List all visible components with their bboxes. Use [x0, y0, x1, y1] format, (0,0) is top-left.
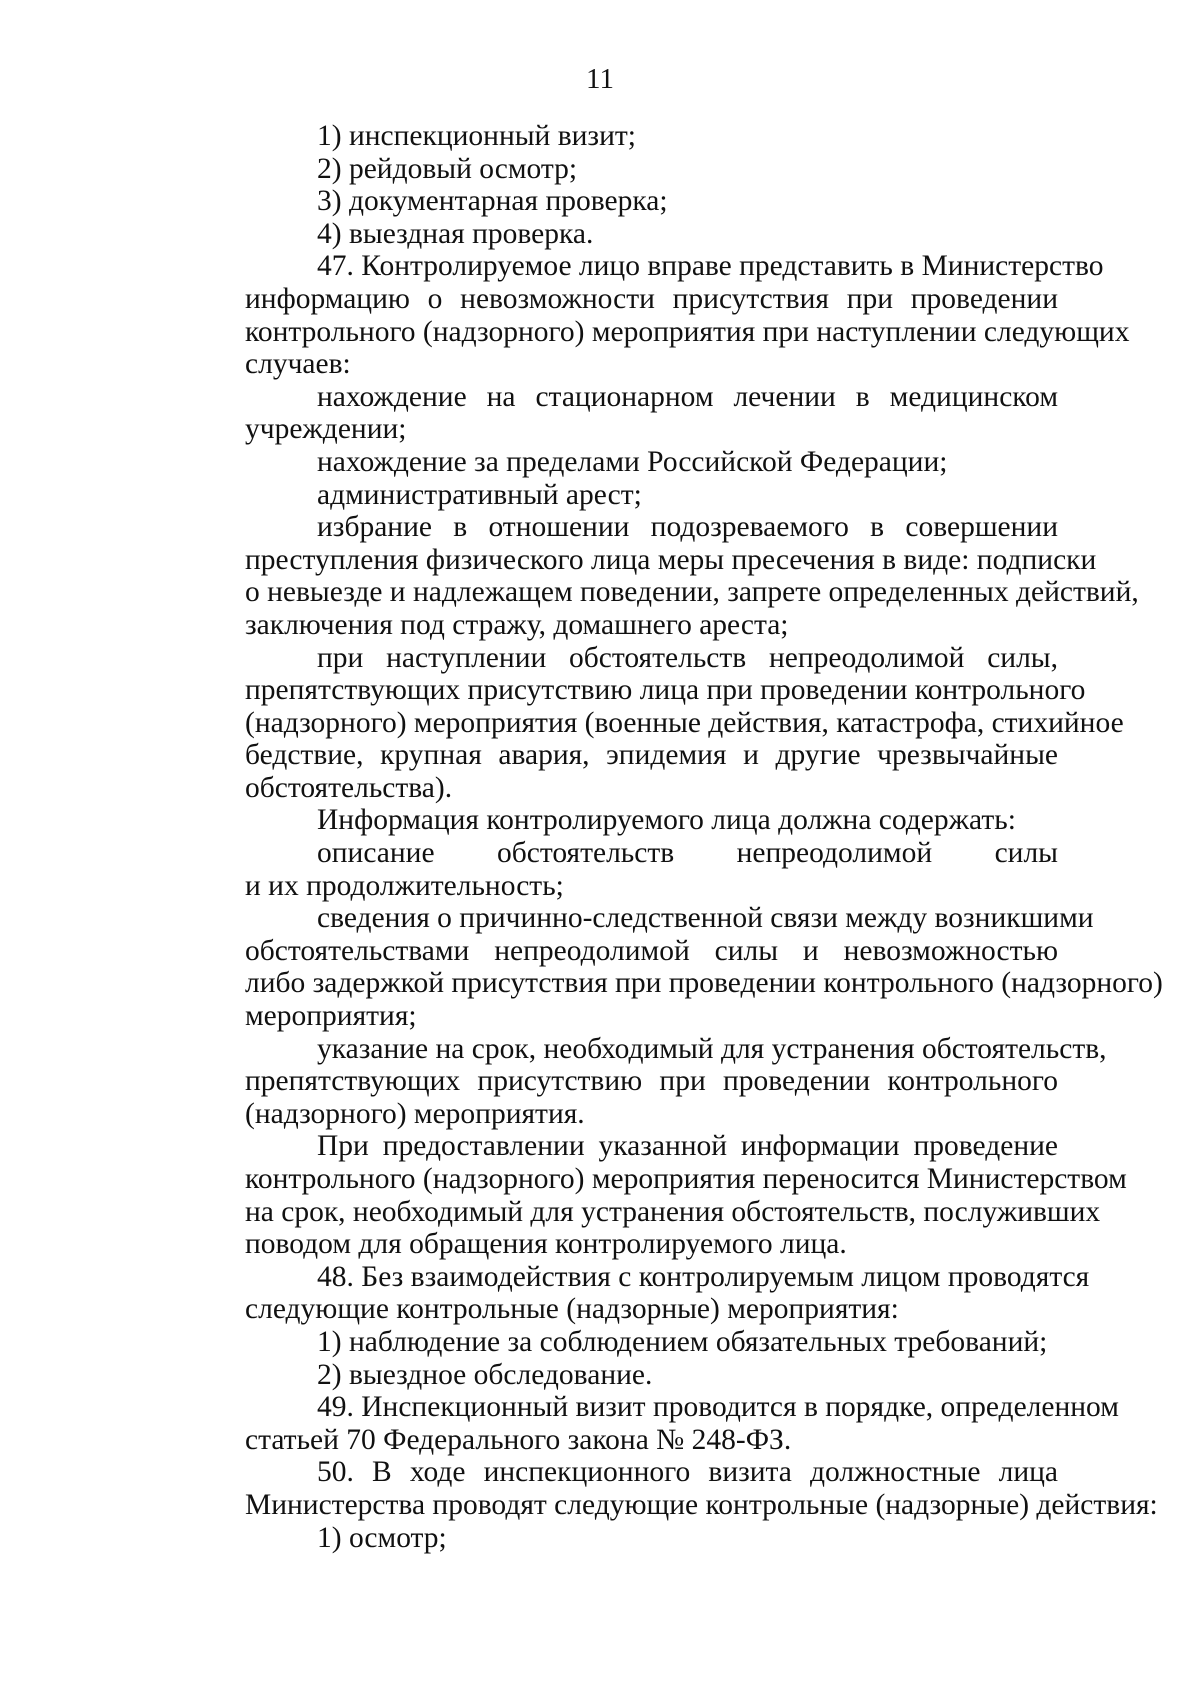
text-line: статьей 70 Федерального закона № 248-ФЗ.	[245, 1423, 792, 1456]
paragraph	[173, 837, 1058, 902]
text-line: 3) документарная проверка;	[317, 185, 668, 218]
text-line: 49. Инспекционный визит проводится в порядке, определенном	[317, 1391, 1119, 1424]
text-line: мероприятия;	[245, 1000, 417, 1033]
text-line: и их продолжительность;	[245, 869, 564, 902]
document-body	[173, 120, 1163, 1554]
paragraph-47	[173, 250, 1130, 381]
text-line: бедствие, крупная авария, эпидемия и другие чрезвычайные	[245, 739, 1058, 772]
text-line: 1) осмотр;	[317, 1521, 447, 1554]
paragraph-49	[173, 1391, 1119, 1456]
paragraph	[173, 902, 1163, 1033]
text-line: препятствующих присутствию лица при проведении контрольного	[245, 674, 1086, 707]
text-line: либо задержкой присутствия при проведении контрольного (надзорного)	[245, 967, 1163, 1000]
text-line: обстоятельствами непреодолимой силы и невозможностью	[245, 934, 1058, 967]
text-line: учреждении;	[245, 413, 407, 446]
list-item	[173, 153, 1058, 186]
text-line: следующие контрольные (надзорные) мероприятия:	[245, 1293, 899, 1326]
text-line: административный арест;	[317, 478, 642, 511]
list-item	[173, 185, 1058, 218]
text-line: преступления физического лица меры пресечения в виде: подписки	[245, 543, 1097, 576]
text-line: обстоятельства).	[245, 771, 453, 804]
paragraph-50	[173, 1456, 1158, 1521]
text-line: 1) инспекционный визит;	[317, 120, 636, 152]
text-line: (надзорного) мероприятия (военные действия, катастрофа, стихийное	[245, 706, 1124, 739]
text-line: на срок, необходимый для устранения обстоятельств, послуживших	[245, 1195, 1101, 1228]
text-line: (надзорного) мероприятия.	[245, 1097, 585, 1130]
text-line: избрание в отношении подозреваемого в совершении	[317, 511, 1058, 544]
list-item	[173, 1326, 1058, 1359]
text-line: поводом для обращения контролируемого лица.	[245, 1228, 847, 1261]
text-line: 50. В ходе инспекционного визита должностные лица	[317, 1456, 1058, 1489]
text-line: при наступлении обстоятельств непреодолимой силы,	[317, 641, 1058, 674]
list-item	[173, 120, 1058, 153]
text-line: указание на срок, необходимый для устранения обстоятельств,	[317, 1032, 1107, 1065]
list-item	[173, 218, 1058, 251]
text-line: нахождение на стационарном лечении в медицинском	[317, 380, 1058, 413]
text-line: 2) рейдовый осмотр;	[317, 152, 578, 185]
paragraph	[173, 446, 1058, 479]
text-line: 48. Без взаимодействия с контролируемым лицом проводятся	[317, 1260, 1090, 1293]
text-line: Информация контролируемого лица должна содержать:	[317, 804, 1016, 837]
paragraph	[173, 1032, 1107, 1131]
text-line: 2) выездное обследование.	[317, 1358, 653, 1391]
paragraph	[173, 641, 1124, 805]
paragraph-48	[173, 1260, 1090, 1326]
text-line: Министерства проводят следующие контрольные (надзорные) действия:	[245, 1488, 1158, 1521]
text-line: 1) наблюдение за соблюдением обязательных требований;	[317, 1325, 1048, 1358]
text-line: контрольного (надзорного) мероприятия переносится Министерством	[245, 1163, 1127, 1195]
text-line: При предоставлении указанной информации проведение	[317, 1130, 1058, 1163]
text-line: нахождение за пределами Российской Федерации;	[317, 445, 948, 478]
paragraph	[173, 381, 1058, 446]
text-line: о невыезде и надлежащем поведении, запрете определенных действий,	[245, 576, 1139, 609]
text-line: сведения о причинно-следственной связи между возникшими	[317, 902, 1094, 935]
text-line: 4) выездная проверка.	[317, 217, 594, 250]
paragraph	[173, 804, 1058, 837]
text-line: заключения под стражу, домашнего ареста;	[245, 608, 789, 641]
text-line: 47. Контролируемое лицо вправе представить в Министерство	[317, 250, 1104, 283]
list-item	[173, 1359, 1058, 1392]
paragraph	[173, 1130, 1127, 1261]
text-line: случаев:	[245, 348, 351, 381]
page-number: 11	[586, 63, 614, 95]
paragraph	[173, 511, 1139, 641]
list-item	[173, 1522, 1058, 1555]
text-line: информацию о невозможности присутствия при проведении	[245, 282, 1058, 315]
paragraph	[173, 479, 1058, 512]
text-line: контрольного (надзорного) мероприятия при наступлении следующих	[245, 315, 1130, 348]
text-line: препятствующих присутствию при проведении контрольного	[245, 1065, 1058, 1098]
text-line: описание обстоятельств непреодолимой силы	[317, 837, 1058, 870]
